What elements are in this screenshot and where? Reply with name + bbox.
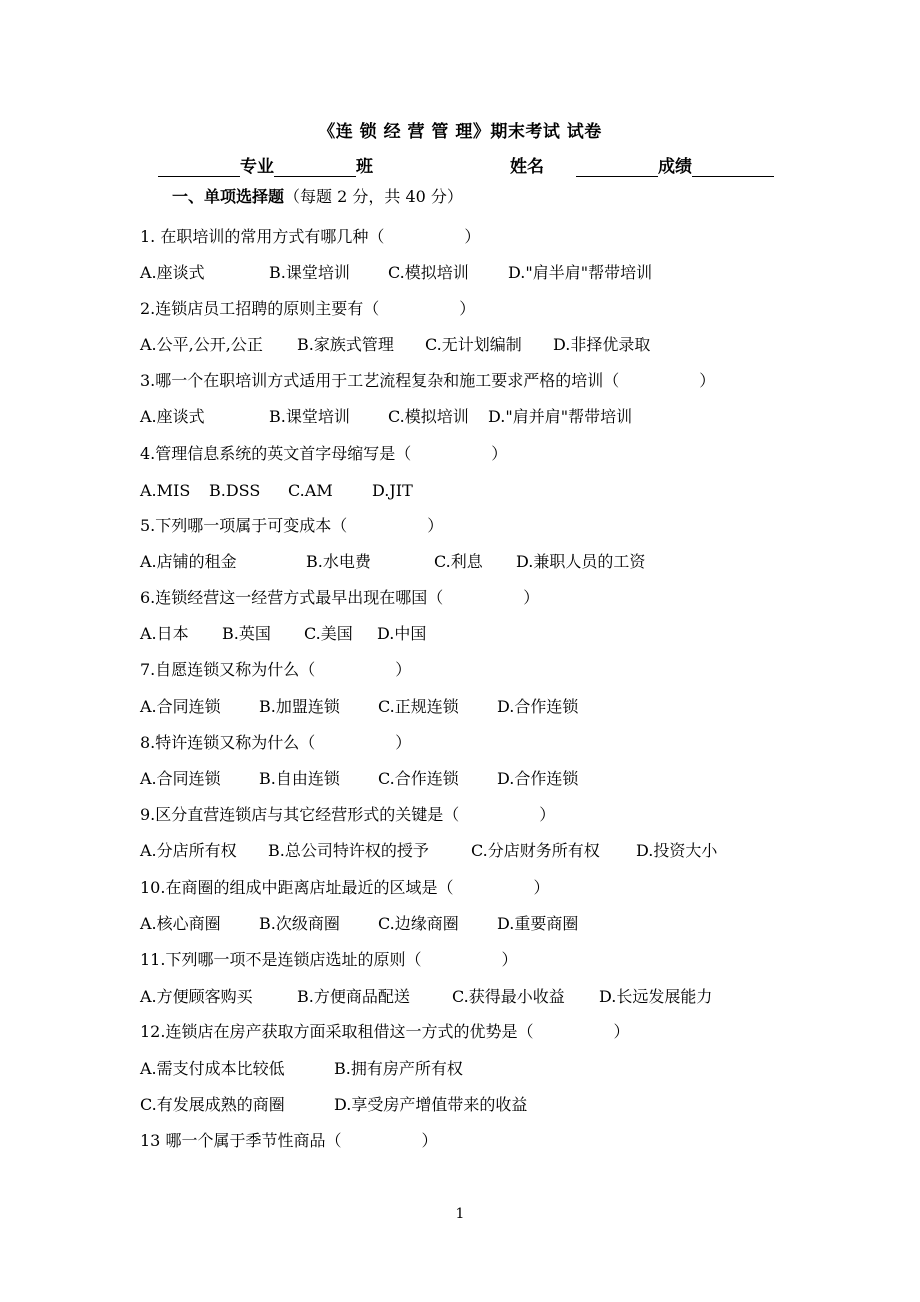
option-10c[interactable]: C.边缘商圈 [378, 914, 459, 933]
question-3 [140, 370, 715, 392]
question-stem: 12.连锁店在房产获取方面采取租借这一方式的优势是（ [140, 1022, 534, 1041]
question-12 [140, 1021, 629, 1043]
option-2c[interactable]: C.无计划编制 [425, 335, 522, 354]
question-close: ） [613, 1022, 630, 1041]
option-3b[interactable]: B.课堂培训 [269, 407, 350, 426]
major-label: 专业 [240, 157, 274, 177]
option-10d[interactable]: D.重要商圈 [497, 914, 579, 933]
option-7c[interactable]: C.正规连锁 [378, 697, 459, 716]
question-stem: 1. 在职培训的常用方式有哪几种（ [140, 227, 385, 246]
name-blank[interactable] [576, 157, 658, 177]
option-5c[interactable]: C.利息 [434, 552, 483, 571]
option-9c[interactable]: C.分店财务所有权 [471, 841, 600, 860]
question-close: ） [523, 588, 540, 607]
question-4 [140, 443, 507, 465]
name-label: 姓名 [510, 157, 544, 177]
question-8 [140, 732, 411, 754]
option-6d[interactable]: D.中国 [377, 624, 427, 643]
question-stem: 2.连锁店员工招聘的原则主要有（ [140, 299, 380, 318]
option-8d[interactable]: D.合作连锁 [497, 769, 579, 788]
question-9 [140, 804, 555, 826]
option-12b[interactable]: B.拥有房产所有权 [334, 1059, 463, 1078]
option-4a[interactable]: A.MIS [140, 481, 191, 500]
option-10b[interactable]: B.次级商圈 [259, 914, 340, 933]
option-11d[interactable]: D.长远发展能力 [599, 987, 713, 1006]
option-11b[interactable]: B.方便商品配送 [297, 987, 410, 1006]
question-stem: 11.下列哪一项不是连锁店选址的原则（ [140, 950, 422, 969]
option-12a[interactable]: A.需支付成本比较低 [140, 1059, 285, 1078]
option-3c[interactable]: C.模拟培训 [388, 407, 469, 426]
option-1b[interactable]: B.课堂培训 [269, 263, 350, 282]
question-close: ） [464, 227, 481, 246]
section-heading [172, 184, 463, 207]
score-field[interactable] [576, 152, 774, 177]
option-6a[interactable]: A.日本 [140, 624, 189, 643]
option-6b[interactable]: B.英国 [222, 624, 271, 643]
exam-header [158, 152, 780, 178]
question-stem: 7.自愿连锁又称为什么（ [140, 660, 316, 679]
option-7a[interactable]: A.合同连锁 [140, 697, 221, 716]
question-stem: 3.哪一个在职培训方式适用于工艺流程复杂和施工要求严格的培训（ [140, 371, 620, 390]
question-11 [140, 949, 517, 971]
option-10a[interactable]: A.核心商圈 [140, 914, 221, 933]
page-title: 《连 锁 经 营 管 理》期末考试 试卷 [318, 122, 602, 142]
option-5d[interactable]: D.兼职人员的工资 [516, 552, 646, 571]
major-blank[interactable] [158, 157, 240, 177]
option-9b[interactable]: B.总公司特许权的授予 [268, 841, 429, 860]
question-10 [140, 877, 549, 899]
section-note: （每题 2 分，共 40 分） [284, 187, 463, 206]
option-8b[interactable]: B.自由连锁 [259, 769, 340, 788]
option-2a[interactable]: A.公平,公开,公正 [140, 335, 263, 354]
option-4c[interactable]: C.AM [288, 481, 333, 500]
option-1d[interactable]: D."肩半肩"帮带培训 [508, 263, 653, 282]
question-1 [140, 226, 480, 248]
question-stem: 10.在商圈的组成中距离店址最近的区域是（ [140, 878, 454, 897]
question-7 [140, 659, 411, 681]
question-close: ） [459, 299, 476, 318]
option-6c[interactable]: C.美国 [304, 624, 353, 643]
option-7b[interactable]: B.加盟连锁 [259, 697, 340, 716]
question-close: ） [539, 805, 556, 824]
option-2d[interactable]: D.非择优录取 [553, 335, 651, 354]
option-1a[interactable]: A.座谈式 [140, 263, 205, 282]
question-stem: 9.区分直营连锁店与其它经营形式的关键是（ [140, 805, 460, 824]
major-field[interactable] [158, 152, 373, 177]
option-5b[interactable]: B.水电费 [306, 552, 371, 571]
question-stem: 13 哪一个属于季节性商品（ [140, 1131, 342, 1150]
question-close: ） [533, 878, 550, 897]
option-3d[interactable]: D."肩并肩"帮带培训 [488, 407, 633, 426]
option-11a[interactable]: A.方便顾客购买 [140, 987, 253, 1006]
question-close: ） [491, 444, 508, 463]
option-11c[interactable]: C.获得最小收益 [452, 987, 565, 1006]
option-1c[interactable]: C.模拟培训 [388, 263, 469, 282]
question-stem: 5.下列哪一项属于可变成本（ [140, 516, 348, 535]
option-12c[interactable]: C.有发展成熟的商圈 [140, 1095, 285, 1114]
option-8a[interactable]: A.合同连锁 [140, 769, 221, 788]
option-3a[interactable]: A.座谈式 [140, 407, 205, 426]
option-4d[interactable]: D.JIT [372, 481, 413, 500]
question-5 [140, 515, 443, 537]
question-close: ） [421, 1131, 438, 1150]
option-4b[interactable]: B.DSS [209, 481, 261, 500]
option-5a[interactable]: A.店铺的租金 [140, 552, 237, 571]
question-stem: 6.连锁经营这一经营方式最早出现在哪国（ [140, 588, 444, 607]
class-label: 班 [356, 157, 373, 177]
question-6 [140, 587, 539, 609]
question-close: ） [395, 733, 412, 752]
option-2b[interactable]: B.家族式管理 [297, 335, 394, 354]
option-9a[interactable]: A.分店所有权 [140, 841, 237, 860]
option-12d[interactable]: D.享受房产增值带来的收益 [334, 1095, 528, 1114]
question-close: ） [501, 950, 518, 969]
question-13 [140, 1130, 437, 1152]
option-9d[interactable]: D.投资大小 [636, 841, 718, 860]
section-title: 一、单项选择题 [172, 187, 285, 206]
page-number: 1 [455, 1206, 465, 1222]
option-8c[interactable]: C.合作连锁 [378, 769, 459, 788]
question-close: ） [395, 660, 412, 679]
class-blank[interactable] [274, 157, 356, 177]
question-stem: 8.特许连锁又称为什么（ [140, 733, 316, 752]
question-stem: 4.管理信息系统的英文首字母缩写是（ [140, 444, 412, 463]
option-7d[interactable]: D.合作连锁 [497, 697, 579, 716]
score-label: 成绩 [658, 157, 692, 177]
question-close: ） [427, 516, 444, 535]
question-2 [140, 298, 475, 320]
score-blank[interactable] [692, 157, 774, 177]
question-close: ） [699, 371, 716, 390]
